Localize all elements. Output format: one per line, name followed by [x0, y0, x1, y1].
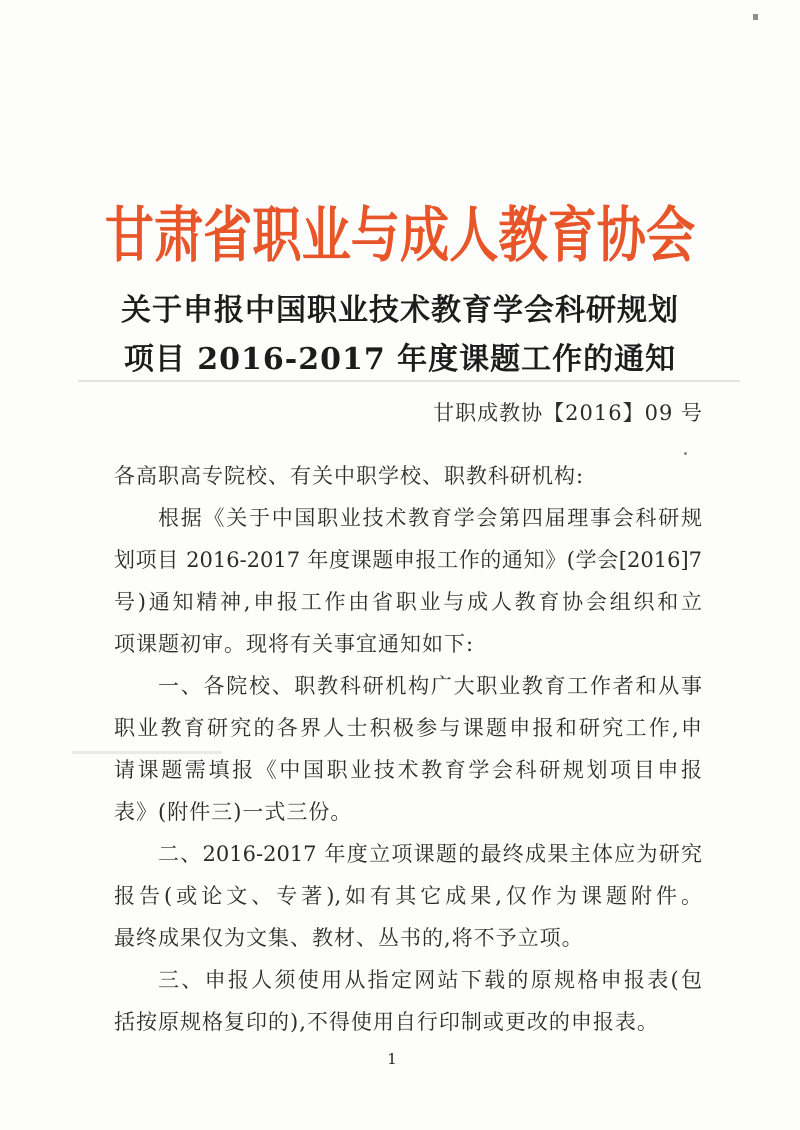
body-line: 二、2016-2017 年度立项课题的最终成果主体应为研究 [158, 842, 702, 866]
body-line: 最终成果仅为文集、教材、丛书的,将不予立项。 [114, 926, 584, 950]
association-title-text: 甘肃省职业与成人教育协会 [104, 201, 696, 271]
scan-artifact-speck [753, 14, 758, 20]
body-line: 括按原规格复印的),不得使用自行印制或更改的申报表。 [114, 1010, 659, 1034]
body-line: 号)通知精神,申报工作由省职业与成人教育协会组织和立 [114, 590, 702, 614]
body-line: 各高职高专院校、有关中职学校、职教科研机构: [114, 464, 585, 488]
body-line: 一、各院校、职教科研机构广大职业教育工作者和从事 [158, 674, 702, 698]
notice-title-line2: 项目 2016-2017 年度课题工作的通知 [123, 342, 677, 377]
notice-title-line1: 关于申报中国职业技术教育学会科研规划 [121, 293, 679, 328]
body-line: 划项目 2016-2017 年度课题申报工作的通知》(学会[2016]7 [114, 548, 702, 572]
body-line: 项课题初审。现将有关事宜通知如下: [114, 632, 475, 656]
page-number: 1 [387, 1050, 397, 1068]
association-title [0, 200, 800, 272]
document-number: 甘职成教协【2016】09 号 [433, 401, 703, 425]
body-lines [114, 455, 702, 1043]
body-line: 职业教育研究的各界人士积极参与课题申报和研究工作,申 [114, 716, 702, 740]
body-line: 三、申报人须使用从指定网站下载的原规格申报表(包 [158, 968, 702, 992]
body-line: 报告(或论文、专著),如有其它成果,仅作为课题附件。 [114, 884, 702, 908]
body-line: 表》(附件三)一式三份。 [114, 800, 353, 824]
body-line: 请课题需填报《中国职业技术教育学会科研规划项目申报 [114, 758, 702, 782]
notice-title [0, 286, 800, 384]
body-line: 根据《关于中国职业技术教育学会第四届理事会科研规 [158, 506, 702, 530]
